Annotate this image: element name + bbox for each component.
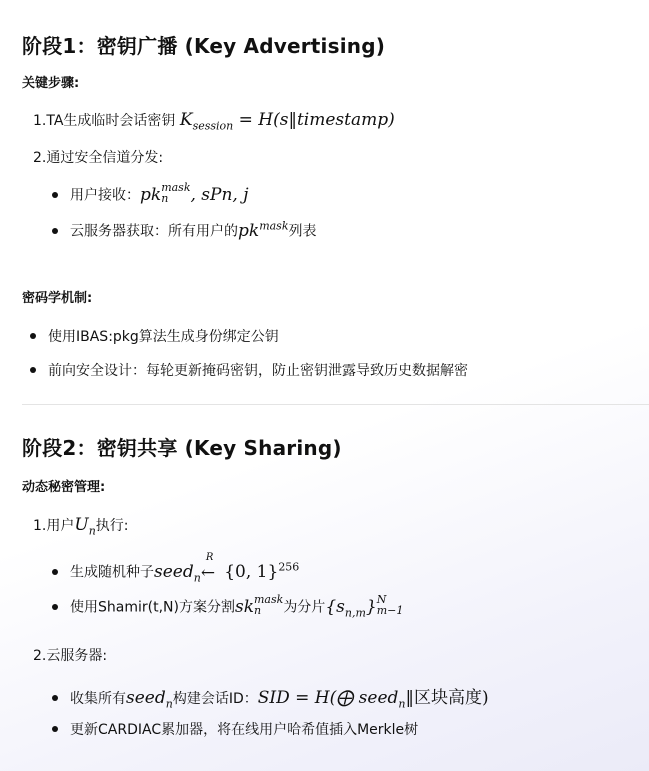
- crypto-item-ibas: 使用IBAS:pkg算法生成身份绑定公钥: [30, 326, 279, 346]
- bullet-cloud-get: 云服务器获取：所有用户的$pk^{mask}$列表: [52, 219, 317, 241]
- random-sample-arrow: R ←: [200, 551, 216, 583]
- sk-mask-formula: sk mask n: [234, 593, 284, 617]
- seed-formula: seed$_n$: [154, 561, 201, 585]
- step1-user-execute: 1.用户$U_n$执行:: [33, 515, 129, 538]
- binary-set: {0, 1}$^{256}$: [218, 560, 300, 582]
- step1-ta-generate: 1.TA生成临时会话密钥 $K_{session}$ = H(s‖timestamp): [33, 110, 395, 133]
- step2-distribute: 2.通过安全信道分发:: [33, 150, 164, 166]
- seed-n-formula: seed$_n$: [126, 688, 173, 711]
- key-steps-label: 关键步骤:: [22, 76, 80, 91]
- crypto-item-forward-security: 前向安全设计：每轮更新掩码密钥，防止密钥泄露导致历史数据解密: [30, 360, 468, 380]
- dynamic-secret-label: 动态秘密管理:: [22, 480, 106, 495]
- sid-formula: SID = H(⨁ seed$_n$‖区块高度): [257, 688, 489, 711]
- bullet-dot: [52, 192, 58, 198]
- bullet-collect-seeds: 收集所有seed$_n$构建会话ID：SID = H(⨁ seed$_n$‖区块高度): [52, 683, 489, 710]
- bullet-generate-seed: 生成随机种子seed$_n$ R ← {0, 1}$^{256}$: [52, 560, 299, 584]
- bullet-dot: [52, 695, 58, 701]
- session-key-formula: $K_{session}$ = H(s‖timestamp): [179, 110, 395, 133]
- user-un-formula: $U_n$: [74, 515, 96, 538]
- bullet-dot: [52, 228, 58, 234]
- section-divider: [22, 404, 649, 405]
- bullet-dot: [30, 333, 36, 339]
- bullet-dot: [52, 569, 58, 575]
- step2-cloud-server: 2.云服务器:: [33, 648, 108, 664]
- bullet-dot: [52, 726, 58, 732]
- bullet-user-receive: 用户接收：pk mask n , sPn, j: [52, 184, 249, 206]
- pk-mask-formula: pk mask n , sPn, j: [140, 181, 249, 205]
- bullet-dot: [52, 604, 58, 610]
- section2-title: 阶段2：密钥共享 (Key Sharing): [22, 436, 342, 460]
- pk-mask-list-formula: $pk^{mask}$: [238, 219, 289, 241]
- bullet-shamir-split: 使用Shamir(t,N)方案分割sk mask n 为分片$\{s_{n,m}\}$ N m−1: [52, 596, 403, 619]
- crypto-mechanism-label: 密码学机制:: [22, 291, 93, 306]
- bullet-dot: [30, 367, 36, 373]
- section1-title: 阶段1：密钥广播 (Key Advertising): [22, 34, 386, 58]
- bullet-update-accumulator: 更新CARDIAC累加器，将在线用户哈希值插入Merkle树: [52, 719, 418, 739]
- shares-formula: $\{s_{n,m}\}$ N m−1: [325, 593, 404, 619]
